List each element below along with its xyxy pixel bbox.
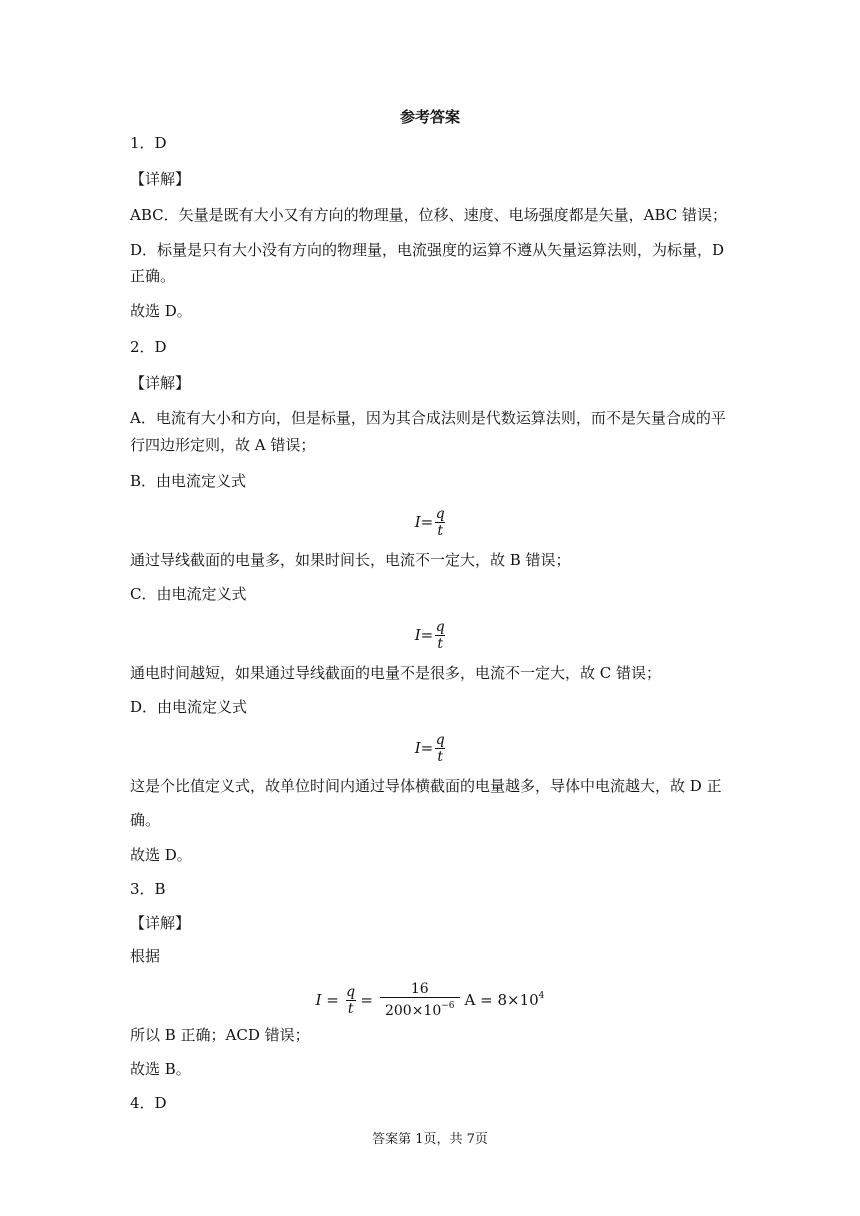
formula-lhs: I [414,513,421,531]
text-line: 所以 B 正确；ACD 错误； [130,1026,310,1044]
current-definition-formula [0,615,860,655]
text-line: 行四边形定则，故 A 错误； [130,436,316,454]
result-exponent: 4 [538,991,545,1001]
text-line: 正确。 [130,267,176,285]
formula-eq: = [355,991,378,1009]
text-line: D．标量是只有大小没有方向的物理量，电流强度的运算不遵从矢量运算法则，为标量，D [130,241,725,259]
fraction [435,619,445,652]
fraction-numerator: q [346,983,356,1000]
page-title: 参考答案 [399,108,460,126]
fraction-numerator: q [435,618,445,635]
current-calculation-formula [0,976,860,1024]
formula-eq: = [420,626,434,644]
explanation-heading-1: 【详解】 [130,170,191,188]
text-line: 通电时间越短，如果通过导线截面的电量不是很多，电流不一定大，故 C 错误； [130,664,662,682]
text-line: 确。 [130,811,161,829]
fraction-denominator [385,998,455,1019]
text-line: 通过导线截面的电量多，如果时间长，电流不一定大，故 B 错误； [130,551,571,569]
text-line: B．由电流定义式 [130,472,247,490]
explanation-heading-2: 【详解】 [130,374,191,392]
text-line: C．由电流定义式 [130,585,247,603]
fraction [435,732,445,765]
fraction-denominator: t [437,635,444,652]
answer-3: 3．B [130,880,166,898]
answer-2: 2．D [130,338,167,356]
fraction-denominator: t [347,1000,354,1017]
fraction-numerator: q [435,505,445,522]
text-line: A．电流有大小和方向，但是标量，因为其合成法则是代数运算法则，而不是矢量合成的平 [130,409,726,427]
text-line: D．由电流定义式 [130,698,248,716]
text-line: 这是个比值定义式，故单位时间内通过导体横截面的电量越多，导体中电流越大，故 D 正 [130,777,722,795]
formula-lhs: I [414,739,421,757]
answer-4: 4．D [130,1094,167,1112]
fraction-denominator: t [437,748,444,765]
fraction-numerator: q [435,731,445,748]
fraction [380,981,460,1019]
denominator-exponent: −6 [441,1001,455,1011]
denominator-base: 200×10 [384,1003,442,1019]
formula-eq: = [321,991,344,1009]
formula-result [460,991,545,1009]
page-footer: 答案第 1页，共 7页 [372,1132,488,1147]
fraction [346,984,356,1017]
formula-eq: = [420,513,434,531]
fraction [435,506,445,539]
fraction-denominator: t [437,522,444,539]
explanation-heading-3: 【详解】 [130,914,191,932]
current-definition-formula [0,502,860,542]
answer-1: 1．D [130,134,167,152]
fraction-numerator: 16 [410,981,429,997]
result-base: A = 8×10 [459,991,539,1009]
formula-eq: = [420,739,434,757]
current-definition-formula [0,728,860,768]
conclusion-3: 故选 B。 [130,1060,191,1078]
formula-lhs: I [315,991,322,1009]
conclusion-1: 故选 D。 [130,302,192,320]
text-line: 根据 [130,947,161,965]
text-line: ABC．矢量是既有大小又有方向的物理量，位移、速度、电场强度都是矢量，ABC 错误； [130,206,727,224]
formula-lhs: I [414,626,421,644]
conclusion-2: 故选 D。 [130,846,192,864]
